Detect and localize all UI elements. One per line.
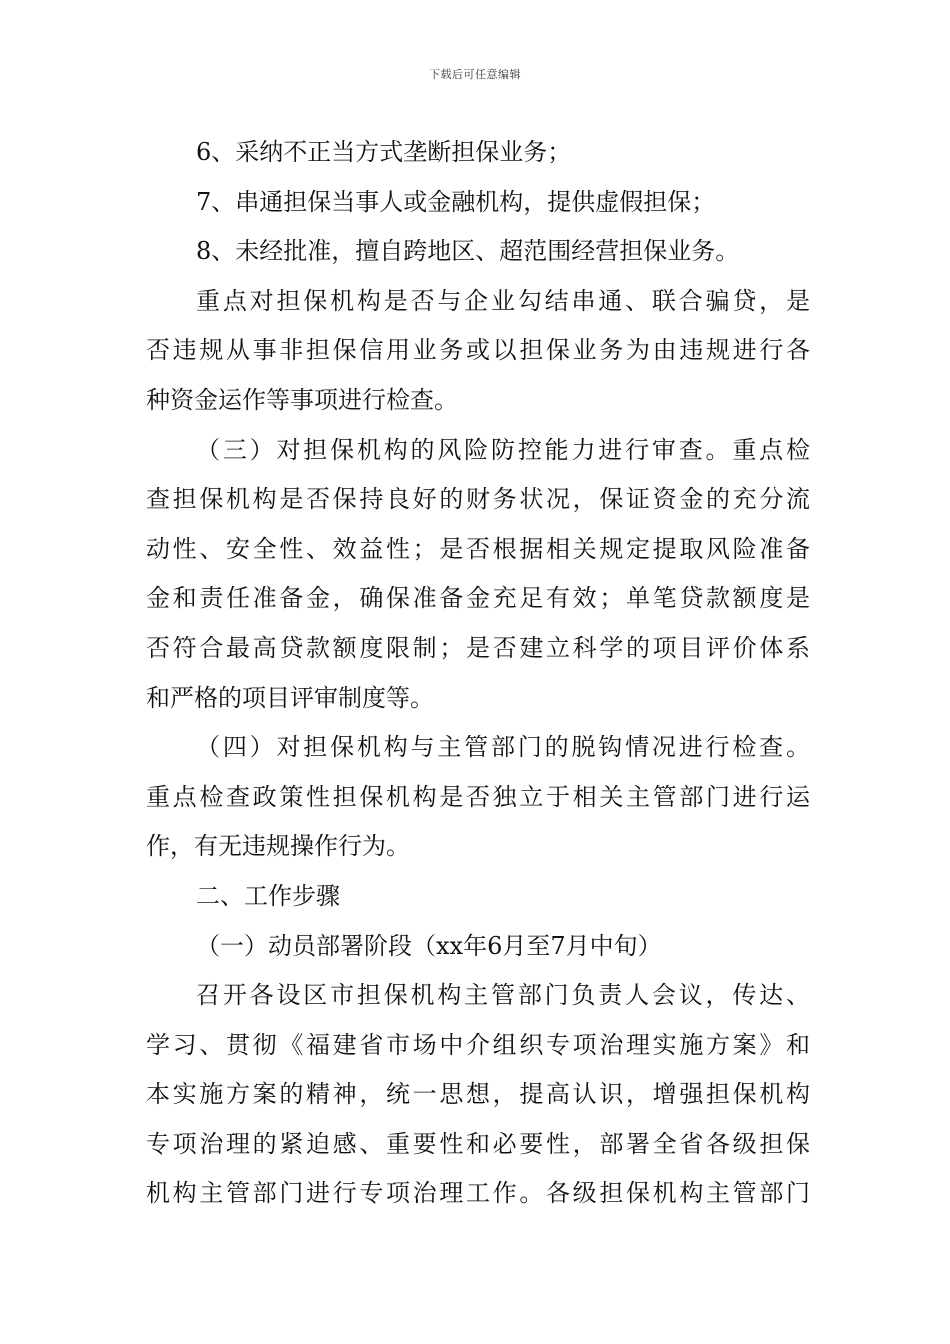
text-line: 重点对担保机构是否与企业勾结串通、联合骗贷，是 bbox=[196, 286, 810, 315]
text-line: 学习、贯彻《福建省市场中介组织专项治理实施方案》和 bbox=[146, 1030, 810, 1059]
page-header-note: 下载后可任意编辑 bbox=[429, 68, 521, 81]
text-line: （一）动员部署阶段（xx年6月至7月中旬） bbox=[196, 931, 662, 960]
text-line: 否违规从事非担保信用业务或以担保业务为由违规进行各 bbox=[146, 336, 810, 365]
text-line: 否符合最高贷款额度限制；是否建立科学的项目评价体系 bbox=[146, 633, 810, 662]
text-line: 6、采纳不正当方式垄断担保业务； bbox=[196, 138, 572, 166]
text-line: 召开各设区市担保机构主管部门负责人会议，传达、 bbox=[196, 981, 810, 1010]
text-line: （四）对担保机构与主管部门的脱钩情况进行检查。 bbox=[196, 733, 810, 762]
text-line: 查担保机构是否保持良好的财务状况，保证资金的充分流 bbox=[146, 485, 810, 514]
text-line: 动性、安全性、效益性；是否根据相关规定提取风险准备 bbox=[146, 534, 810, 563]
document-body bbox=[146, 128, 810, 1219]
text-line: 二、工作步骤 bbox=[196, 881, 340, 910]
text-line: （三）对担保机构的风险防控能力进行审查。重点检 bbox=[196, 435, 810, 464]
text-line: 机构主管部门进行专项治理工作。各级担保机构主管部门 bbox=[146, 1179, 810, 1208]
text-line: 作，有无违规操作行为。 bbox=[146, 832, 410, 861]
text-line: 种资金运作等事项进行检查。 bbox=[146, 385, 458, 414]
text-line: 本实施方案的精神，统一思想，提高认识，增强担保机构 bbox=[146, 1080, 810, 1109]
text-line: 7、串通担保当事人或金融机构，提供虚假担保； bbox=[196, 187, 716, 216]
text-line: 8、未经批准，擅自跨地区、超范围经营担保业务。 bbox=[196, 237, 740, 266]
text-line: 专项治理的紧迫感、重要性和必要性，部署全省各级担保 bbox=[146, 1129, 810, 1158]
text-line: 和严格的项目评审制度等。 bbox=[146, 683, 434, 712]
text-line: 重点检查政策性担保机构是否独立于相关主管部门进行运 bbox=[146, 782, 810, 811]
text-line: 金和责任准备金，确保准备金充足有效；单笔贷款额度是 bbox=[146, 584, 810, 613]
